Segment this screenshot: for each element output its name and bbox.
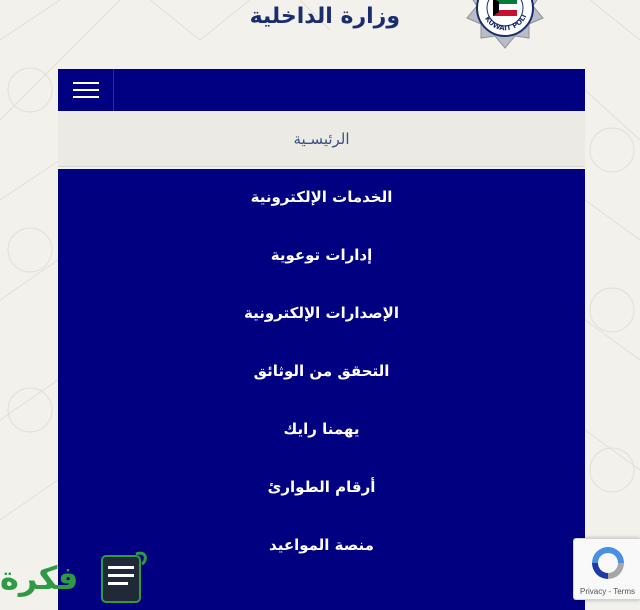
recaptcha-privacy-terms[interactable]: Privacy - Terms	[580, 587, 635, 596]
document-icon	[96, 548, 156, 610]
main-menu	[58, 169, 585, 610]
nav-item-e-publications[interactable]: الإصدارات الإلكترونية	[244, 304, 399, 322]
site-header	[0, 0, 640, 68]
nav-item-feedback[interactable]: يهمنا رايك	[283, 420, 360, 438]
nav-item-document-verification[interactable]: التحقق من الوثائق	[253, 362, 390, 380]
recaptcha-badge[interactable]	[573, 538, 640, 600]
hamburger-menu-icon	[73, 82, 99, 84]
nav-item-home[interactable]: الرئيسـية	[58, 111, 585, 167]
nav-item-emergency-numbers[interactable]: أرقام الطوارئ	[267, 478, 376, 496]
kuwait-police-logo-icon[interactable]	[448, 0, 552, 64]
nav-item-e-services[interactable]: الخدمات الإلكترونية	[250, 188, 393, 206]
nav-item-awareness-departments[interactable]: إدارات توعوية	[270, 246, 373, 264]
logo-text: KUWAIT POLI	[483, 13, 529, 33]
watermark-text: فكرة	[0, 559, 79, 597]
nav-item-appointments-platform[interactable]: منصة المواعيد	[269, 536, 374, 554]
ministry-title: وزارة الداخلية	[249, 4, 400, 29]
watermark-logo	[0, 548, 160, 610]
top-navbar	[58, 69, 585, 111]
recaptcha-icon	[588, 543, 628, 583]
menu-toggle-button[interactable]	[58, 69, 114, 111]
